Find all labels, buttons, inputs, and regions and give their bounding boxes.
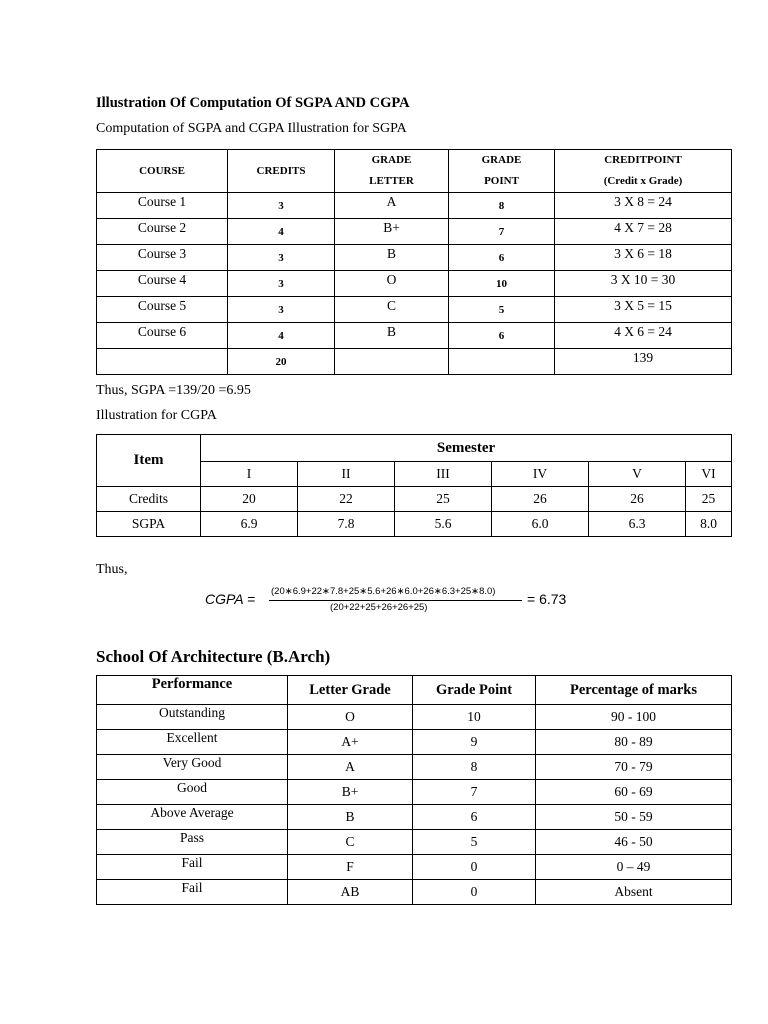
- percentage-cell: 80 - 89: [536, 730, 732, 755]
- creditpoint-cell: 3 X 6 = 18: [555, 245, 732, 271]
- formula-lhs: CGPA =: [205, 591, 256, 607]
- sgpa-cell: 6.0: [492, 512, 589, 537]
- grade-point-cell: 8: [449, 193, 555, 219]
- percentage-cell: 60 - 69: [536, 780, 732, 805]
- sgpa-table: [96, 149, 732, 375]
- table-row: [97, 830, 732, 855]
- grade-point-cell: 6: [449, 245, 555, 271]
- grade-letter-cell: B: [335, 323, 449, 349]
- table-row: [97, 805, 732, 830]
- course-cell: Course 6: [97, 323, 228, 349]
- credits-cell: 20: [201, 487, 298, 512]
- grade-point-cell: 7: [449, 219, 555, 245]
- letter-grade-cell: AB: [288, 880, 413, 905]
- sgpa-cell: 8.0: [686, 512, 732, 537]
- grade-table: [96, 675, 732, 905]
- credits-row: [97, 487, 732, 512]
- credits-cell: 3: [228, 193, 335, 219]
- letter-grade-cell: B+: [288, 780, 413, 805]
- grade-point-cell: 5: [413, 830, 536, 855]
- letter-grade-cell: A+: [288, 730, 413, 755]
- table-row: [97, 705, 732, 730]
- table-row: [97, 193, 732, 219]
- empty-cell: [449, 349, 555, 375]
- grade-point-cell: 6: [413, 805, 536, 830]
- creditpoint-cell: 3 X 5 = 15: [555, 297, 732, 323]
- semester-cell: V: [589, 462, 686, 487]
- col-header-credits: CREDITS: [228, 150, 335, 193]
- credits-cell: 3: [228, 297, 335, 323]
- performance-cell: Above Average: [97, 805, 288, 830]
- grade-letter-cell: A: [335, 193, 449, 219]
- course-cell: Course 1: [97, 193, 228, 219]
- course-cell: Course 4: [97, 271, 228, 297]
- creditpoint-cell: 4 X 7 = 28: [555, 219, 732, 245]
- credits-cell: 4: [228, 323, 335, 349]
- credits-cell: 26: [589, 487, 686, 512]
- sgpa-cell: 5.6: [395, 512, 492, 537]
- table-row: [97, 271, 732, 297]
- table-row: [97, 755, 732, 780]
- col-header-percentage: Percentage of marks: [536, 676, 732, 705]
- table-header-row: [97, 676, 732, 705]
- course-cell: Course 5: [97, 297, 228, 323]
- table-row: [97, 855, 732, 880]
- total-label-cell: [97, 349, 228, 375]
- cgpa-table: [96, 434, 732, 537]
- section-subtitle: Computation of SGPA and CGPA Illustration for SGPA: [96, 121, 407, 136]
- semester-cell: IV: [492, 462, 589, 487]
- table-row: [97, 880, 732, 905]
- letter-grade-cell: A: [288, 755, 413, 780]
- empty-cell: [335, 349, 449, 375]
- letter-grade-cell: C: [288, 830, 413, 855]
- performance-cell: Very Good: [97, 755, 288, 780]
- table-row: [97, 780, 732, 805]
- percentage-cell: 46 - 50: [536, 830, 732, 855]
- letter-grade-cell: O: [288, 705, 413, 730]
- grade-point-cell: 0: [413, 880, 536, 905]
- credits-cell: 4: [228, 219, 335, 245]
- col-header-grade-letter: GRADE LETTER: [335, 150, 449, 193]
- percentage-cell: 50 - 59: [536, 805, 732, 830]
- percentage-cell: Absent: [536, 880, 732, 905]
- col-header-creditpoint: CREDITPOINT (Credit x Grade): [555, 150, 732, 193]
- semester-cell: VI: [686, 462, 732, 487]
- performance-cell: Good: [97, 780, 288, 805]
- credits-cell: 3: [228, 271, 335, 297]
- thus-label: Thus,: [96, 562, 128, 577]
- cgpa-formula: [205, 587, 585, 617]
- grade-point-cell: 0: [413, 855, 536, 880]
- letter-grade-cell: B: [288, 805, 413, 830]
- grade-point-cell: 6: [449, 323, 555, 349]
- grade-point-cell: 8: [413, 755, 536, 780]
- grade-point-cell: 10: [449, 271, 555, 297]
- total-points-cell: 139: [555, 349, 732, 375]
- credits-cell: 3: [228, 245, 335, 271]
- grade-point-cell: 5: [449, 297, 555, 323]
- grade-letter-cell: O: [335, 271, 449, 297]
- percentage-cell: 70 - 79: [536, 755, 732, 780]
- sgpa-cell: 7.8: [298, 512, 395, 537]
- formula-denominator: (20+22+25+26+26+25): [330, 602, 428, 613]
- table-row: [97, 245, 732, 271]
- col-header-performance: Performance: [97, 676, 288, 705]
- semester-cell: I: [201, 462, 298, 487]
- formula-result: = 6.73: [527, 591, 567, 607]
- table-row: [97, 730, 732, 755]
- table-row: [97, 323, 732, 349]
- creditpoint-cell: 3 X 8 = 24: [555, 193, 732, 219]
- semester-cell: II: [298, 462, 395, 487]
- table-row: [97, 219, 732, 245]
- col-header-course: COURSE: [97, 150, 228, 193]
- table-header-row: [97, 150, 732, 193]
- letter-grade-cell: F: [288, 855, 413, 880]
- course-cell: Course 3: [97, 245, 228, 271]
- grade-letter-cell: B+: [335, 219, 449, 245]
- sgpa-row: [97, 512, 732, 537]
- grade-letter-cell: C: [335, 297, 449, 323]
- performance-cell: Fail: [97, 880, 288, 905]
- credits-cell: 22: [298, 487, 395, 512]
- grade-letter-cell: B: [335, 245, 449, 271]
- formula-numerator: (20∗6.9+22∗7.8+25∗5.6+26∗6.0+26∗6.3+25∗8.0): [271, 586, 496, 597]
- creditpoint-cell: 3 X 10 = 30: [555, 271, 732, 297]
- total-credits-cell: 20: [228, 349, 335, 375]
- credits-cell: 25: [686, 487, 732, 512]
- sgpa-cell: 6.3: [589, 512, 686, 537]
- section-title: School Of Architecture (B.Arch): [96, 647, 331, 666]
- creditpoint-cell: 4 X 6 = 24: [555, 323, 732, 349]
- grade-point-cell: 9: [413, 730, 536, 755]
- credits-cell: 26: [492, 487, 589, 512]
- cgpa-heading: Illustration for CGPA: [96, 408, 217, 423]
- performance-cell: Pass: [97, 830, 288, 855]
- performance-cell: Fail: [97, 855, 288, 880]
- fraction-bar: [269, 600, 522, 601]
- col-header-grade-point: GRADE POINT: [449, 150, 555, 193]
- performance-cell: Excellent: [97, 730, 288, 755]
- percentage-cell: 90 - 100: [536, 705, 732, 730]
- row-label: Credits: [97, 487, 201, 512]
- row-label: SGPA: [97, 512, 201, 537]
- col-header-letter-grade: Letter Grade: [288, 676, 413, 705]
- section-title: Illustration Of Computation Of SGPA AND CGPA: [96, 95, 410, 111]
- percentage-cell: 0 – 49: [536, 855, 732, 880]
- semester-header: Semester: [201, 435, 732, 462]
- item-header: Item: [97, 435, 201, 487]
- course-cell: Course 2: [97, 219, 228, 245]
- sgpa-result: Thus, SGPA =139/20 =6.95: [96, 383, 251, 398]
- credits-cell: 25: [395, 487, 492, 512]
- performance-cell: Outstanding: [97, 705, 288, 730]
- grade-point-cell: 10: [413, 705, 536, 730]
- sgpa-cell: 6.9: [201, 512, 298, 537]
- col-header-grade-point: Grade Point: [413, 676, 536, 705]
- table-row: [97, 297, 732, 323]
- semester-cell: III: [395, 462, 492, 487]
- total-row: [97, 349, 732, 375]
- grade-point-cell: 7: [413, 780, 536, 805]
